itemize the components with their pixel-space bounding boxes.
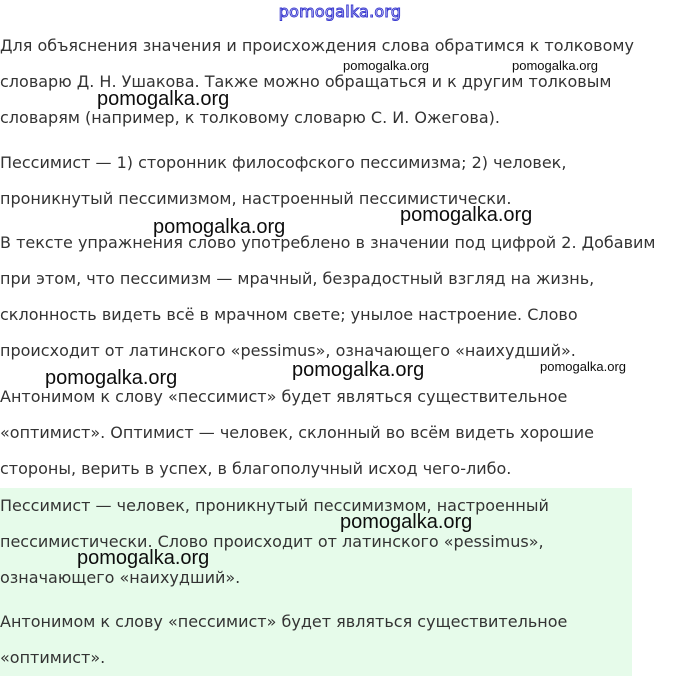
answer-paragraph-definition: [0, 488, 549, 596]
watermark: pomogalka.org: [153, 216, 286, 238]
watermark: pomogalka.org: [400, 204, 533, 226]
text-line: В тексте упражнения слово употреблено в значении под цифрой 2. Добавим: [0, 233, 656, 252]
text-line: Пессимист — человек, проникнутый пессимизмом, настроенный: [0, 496, 549, 515]
text-line: Антонимом к слову «пессимист» будет являться существительное: [0, 387, 568, 406]
watermark: pomogalka.org: [540, 359, 626, 374]
text-line: «оптимист».: [0, 648, 106, 667]
text-line: словарям (например, к толковому словарю С. И. Ожегова).: [0, 108, 500, 127]
paragraph-meaning-origin: [0, 225, 655, 369]
text-line: Антонимом к слову «пессимист» будет являться существительное: [0, 612, 568, 631]
watermark: pomogalka.org: [97, 88, 230, 110]
text-line: «оптимист». Оптимист — человек, склонный во всём видеть хорошие: [0, 423, 594, 442]
text-line: пессимистически. Слово происходит от латинского «pessimus»,: [0, 532, 544, 551]
header-watermark: pomogalka.org: [278, 2, 402, 21]
text-line: Для объяснения значения и происхождения слова обратимся к толковому: [0, 36, 634, 55]
answer-paragraph-antonym: [0, 604, 567, 676]
text-line: склонность видеть всё в мрачном свете; унылое настроение. Слово: [0, 305, 578, 324]
paragraph-antonym: [0, 379, 594, 487]
watermark: pomogalka.org: [45, 367, 178, 389]
watermark: pomogalka.org: [512, 58, 598, 73]
text-line: означающего «наихудший».: [0, 568, 241, 587]
text-line: Пессимист — 1) сторонник философского пессимизма; 2) человек,: [0, 153, 567, 172]
text-line: при этом, что пессимизм — мрачный, безрадостный взгляд на жизнь,: [0, 269, 595, 288]
watermark: pomogalka.org: [343, 58, 429, 73]
text-line: стороны, верить в успех, в благополучный исход чего-либо.: [0, 459, 512, 478]
watermark: pomogalka.org: [340, 511, 473, 533]
text-line: словарю Д. Н. Ушакова. Также можно обращаться и к другим толковым: [0, 72, 612, 91]
text-line: проникнутый пессимизмом, настроенный пессимистически.: [0, 189, 512, 208]
watermark: pomogalka.org: [292, 359, 425, 381]
paragraph-dictionary-intro: [0, 28, 634, 136]
watermark: pomogalka.org: [77, 547, 210, 569]
text-line: происходит от латинского «pessimus», означающего «наихудший».: [0, 341, 576, 360]
